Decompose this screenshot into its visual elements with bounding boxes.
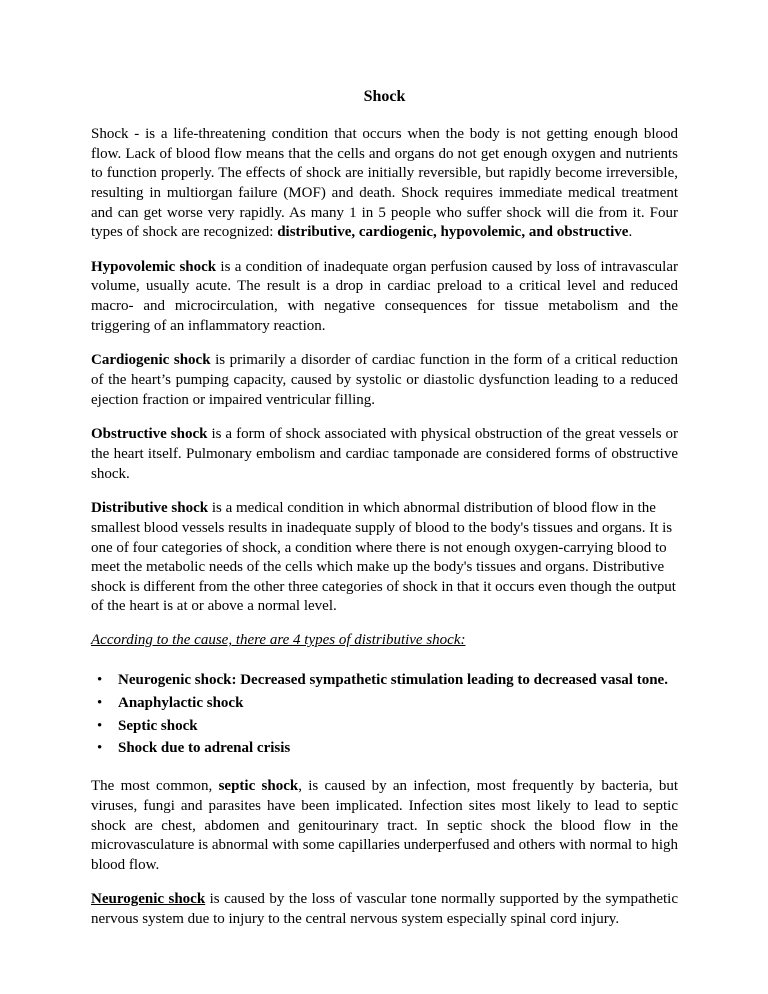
paragraph-obstructive bbox=[91, 425, 678, 484]
paragraph-septic bbox=[91, 777, 678, 875]
obstructive-lead: Obstructive shock bbox=[91, 426, 208, 443]
distributive-body: is a medical condition in which abnormal distribution of blood flow in the smallest blood vessels results in inadequate supply of blood to the body's tissues and organs. It is one of four categories of shock, a condition where there is not enough oxygen-carrying blood to meet the metabolic needs of the cells which make up the body's tissues and organs. Distributive shock is different from the other three categories of shock in that it occurs even though the output of the heart is at or above a normal level. bbox=[91, 500, 676, 615]
intro-shock-types-bold: distributive, cardiogenic, hypovolemic, and obstructive bbox=[277, 224, 629, 241]
neurogenic-body: is caused by the loss of vascular tone normally supported by the sympathetic nervous system due to injury to the central nervous system especially spinal cord injury. bbox=[91, 891, 678, 928]
distributive-lead: Distributive shock bbox=[91, 500, 209, 517]
paragraph-cardiogenic bbox=[91, 351, 678, 410]
list-item-anaphylactic bbox=[91, 694, 678, 714]
bullet-icon: • bbox=[97, 717, 103, 734]
bullet-icon: • bbox=[97, 694, 103, 711]
cardiogenic-body: is primarily a disorder of cardiac function in the form of a critical reduction of the heart’s pumping capacity, caused by systolic or diastolic dysfunction leading to a reduced ejection fraction or impaired ventricular filling. bbox=[91, 352, 678, 408]
list-item-label: Neurogenic shock: Decreased sympathetic stimulation leading to decreased vasal tone. bbox=[118, 672, 668, 689]
intro-period: . bbox=[628, 224, 633, 241]
bullet-icon: • bbox=[97, 740, 103, 757]
septic-text-2: , is caused by an infection, most frequently by bacteria, but viruses, fungi and parasites have been implicated. Infection sites most likely to lead to septic shock are chest, abdomen and genitourinary tract. In septic shock the blood flow in the microvasculature is abnormal with some capillaries underperfused and others with normal to high blood flow. bbox=[91, 778, 678, 873]
list-item-label: Septic shock bbox=[118, 717, 198, 734]
paragraph-hypovolemic bbox=[91, 258, 678, 337]
list-item-septic bbox=[91, 717, 678, 737]
list-item-neurogenic bbox=[91, 671, 678, 691]
distributive-types-list bbox=[91, 671, 678, 759]
septic-bold: septic shock bbox=[218, 778, 299, 795]
obstructive-body: is a form of shock associated with physical obstruction of the great vessels or the heart itself. Pulmonary embolism and cardiac tamponade are considered forms of obstructive shock. bbox=[91, 426, 679, 482]
distributive-cause-heading: According to the cause, there are 4 types of distributive shock: bbox=[91, 632, 466, 649]
paragraph-distributive bbox=[91, 499, 678, 617]
neurogenic-lead: Neurogenic shock bbox=[91, 891, 206, 908]
hypovolemic-body: is a condition of inadequate organ perfusion caused by loss of intravascular volume, usually acute. The result is a drop in cardiac preload to a critical level and reduced macro- and microcirculation, with negative consequences for tissue metabolism and the triggering of an inflammatory reaction. bbox=[91, 258, 678, 334]
list-item-adrenal bbox=[91, 739, 678, 759]
list-item-label: Anaphylactic shock bbox=[118, 694, 244, 711]
bullet-icon: • bbox=[97, 672, 103, 689]
cardiogenic-lead: Cardiogenic shock bbox=[91, 352, 211, 369]
intro-text: Shock - is a life-threatening condition that occurs when the body is not getting enough blood flow. Lack of blood flow means that the cells and organs do not get enough oxygen and nutrients to function properly. The effects of shock are initially reversible, but rapidly become irreversible, resulting in multiorgan failure (MOF) and death. Shock requires immediate medical treatment and can get worse very rapidly. As many 1 in 5 people who suffer shock will die from it. Four types of shock are recognized: bbox=[91, 126, 678, 241]
paragraph-neurogenic bbox=[91, 890, 678, 929]
hypovolemic-lead: Hypovolemic shock bbox=[91, 258, 217, 275]
septic-text-1: The most common, bbox=[91, 778, 219, 795]
document-title: Shock bbox=[363, 88, 406, 105]
list-item-label: Shock due to adrenal crisis bbox=[118, 740, 291, 757]
paragraph-intro bbox=[91, 125, 678, 243]
